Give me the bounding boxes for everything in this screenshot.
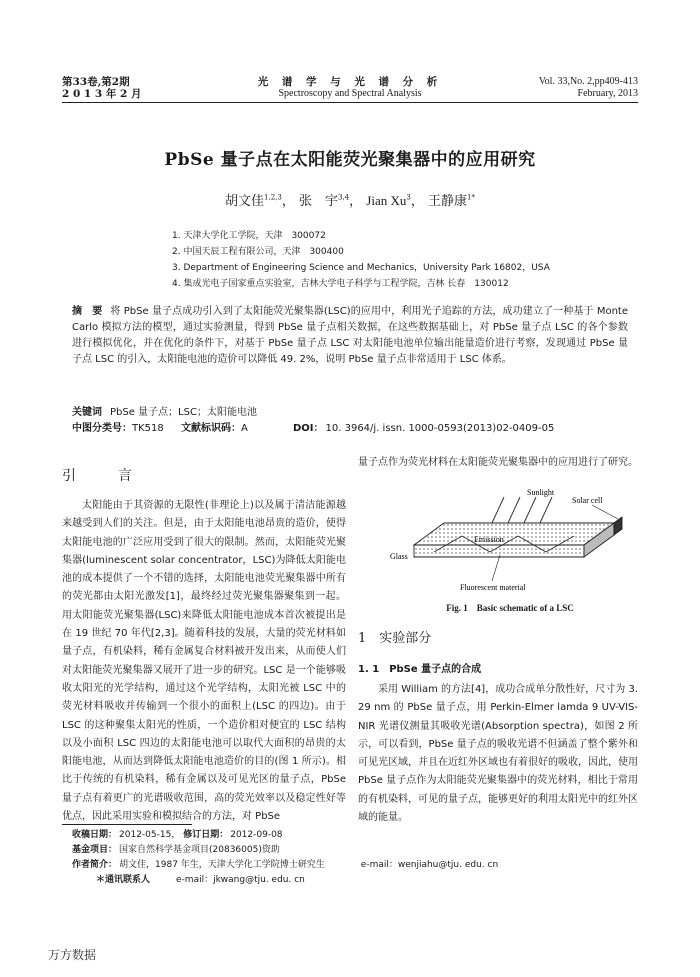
affiliation-list: [172, 228, 550, 292]
received-date: 2012-05-15，: [119, 830, 181, 840]
emission-label: Emission: [474, 535, 504, 544]
affiliation-item: 4. 集成光电子国家重点实验室，吉林大学电子科学与工程学院，吉林 长春 130012: [172, 279, 509, 289]
bio-email: e-mail：wenjiahu@tju. edu. cn: [360, 860, 499, 870]
keywords-label: 关键词: [72, 407, 102, 418]
abstract-text: 将 PbSe 量子点成功引入到了太阳能荧光聚集器(LSC)的应用中，利用光子追踪的方法，成功建立了一种基于 Monte Carlo 模拟方法的模型，通过实验测量，得到 PbSe 量子点相关数据，在这些数据基础上，对 PbSe 量子点 LSC 的各个参数进行模拟优化，并在优化的条件下，对基于 PbSe 量子点 LSC 对太阳能电池单位输出能量造价进行考察，发现通过 PbSe 量子点 LSC 的引入，太阳能电池的造价可以降低 49. 2%，说明 PbSe 量子点非常适用于 LSC 体系。: [72, 306, 629, 365]
intro-heading: 引 言: [62, 468, 146, 484]
author-line: 胡文佳$^{1,2,3}$， 张 宇$^{3,4}$， Jian Xu$^3$， 王静康$^{1*}$: [225, 193, 475, 209]
paper-title: PbSe 量子点在太阳能荧光聚集器中的应用研究: [164, 150, 536, 170]
fund-label: 基金项目：: [72, 845, 118, 855]
date-en: February, 2013: [577, 88, 638, 99]
affiliation-item: 3. Department of Engineering Science and Mechanics，University Park 16802，USA: [172, 263, 550, 273]
revised-date: 2012-09-08: [230, 830, 283, 840]
received-label: 收稿日期：: [72, 830, 118, 840]
doc-code-label: 文献标识码：: [180, 423, 241, 434]
footnotes: [72, 828, 498, 888]
footnote-rule: [62, 824, 192, 825]
section-1-heading: 1 实验部分: [358, 631, 432, 646]
figure-caption: Fig. 1 Basic schematic of a LSC: [446, 603, 574, 613]
header-rule: [62, 102, 638, 103]
doi-value: 10. 3964/j. issn. 1000-0593(2013)02-0409-05: [325, 423, 555, 434]
affiliation-item: 1. 天津大学化工学院，天津 300072: [172, 231, 326, 241]
doi-label: DOI：: [292, 423, 324, 434]
sunlight-arrows: [492, 497, 552, 523]
author-4-affil: 1*: [467, 193, 475, 202]
solar-cell-shape: [614, 517, 622, 535]
solar-cell-label: Solar cell: [572, 496, 603, 505]
author-4: 王静康: [427, 194, 467, 209]
clc-value: TK518: [132, 423, 164, 434]
corresponding-label: ＊通讯联系人: [96, 875, 151, 885]
journal-title-cn: 光 谱 学 与 光 谱 分 析: [257, 76, 443, 88]
journal-title-en: Spectroscopy and Spectral Analysis: [278, 88, 422, 99]
revised-label: 修订日期：: [183, 830, 229, 840]
fund-text: 国家自然科学基金项目(20836005)资助: [119, 845, 280, 855]
abstract: [72, 304, 628, 368]
abstract-label: 摘 要: [72, 306, 103, 317]
lsc-schematic-figure: [382, 487, 642, 599]
clc-label: 中图分类号：: [72, 423, 132, 434]
volume-en: Vol. 33,No. 2,pp409-413: [538, 76, 638, 87]
author-2: 张 宇: [298, 194, 338, 209]
intro-continuation: 量子点作为荧光材料在太阳能荧光聚集器中的应用进行了研究。: [358, 457, 638, 468]
corresponding-email: e-mail：jkwang@tju. edu. cn: [176, 875, 305, 885]
header-volume-issue: [62, 76, 141, 100]
keywords-text: PbSe 量子点；LSC；太阳能电池: [110, 407, 257, 418]
bio-label: 作者简介：: [72, 860, 118, 870]
glass-label: Glass: [390, 552, 408, 561]
author-1-affil: 1,2,3: [264, 193, 282, 202]
lsc-slab-top: [414, 523, 614, 545]
watermark: 万方数据: [48, 948, 97, 962]
fluorescent-label: Fluorescent material: [460, 583, 526, 592]
volume-cn: 第33卷,第2期: [62, 76, 130, 88]
section-1-paragraph: 采用 William 的方法[4]，成功合成单分散性好，尺寸为 3. 29 nm 的 PbSe 量子点，用 Perkin-Elmer lamda 9 UV-VIS-NIR 光谱仪测量其吸收光谱(Absorption spectra)，如图 2 所示，可以看到，PbSe 量子点的吸收光谱不但涵盖了整个紫外和可见光区域，并且在近红外区域也有着很好的吸收，因此，使用 PbSe 量子点作为太阳能荧光聚集器中的荧光材料，相比于常用的有机染料，可见的量子点，能够更好的利用太阳光中的红外区域的能量。: [358, 684, 638, 824]
author-2-affil: 3,4: [338, 193, 350, 202]
intro-paragraph: 太阳能由于其资源的无限性(非理论上)以及属于清洁能源越来越受到人们的关注。但是，由于太阳能电池昂贵的造价，使得太阳能电池的广泛应用受到了很大的限制。然而，太阳能荧光聚集器(luminescent solar concentrator，LSC)为降低太阳能电池的成本提供了一个不错的选择，太阳能电池荧光聚集器中所有的荧光都由太阳光激发[1]，最终经过荧光聚集器聚集到一起。用太阳能荧光聚集器(LSC)来降低太阳能电池成本首次被提出是在 19 世纪 70 年代[2,3]。随着科技的发展，大量的荧光材料如量子点，有机染料，稀有金属复合材料被开发出来，从而使人们对太阳能荧光聚集器又展开了进一步的研究。LSC 是一个能够吸收太阳光的光学结构，通过这个光学结构，太阳光被 LSC 中的荧光材料吸收并传输到一个很小的面积上(LSC 的四边)。由于 LSC 的这种聚集太阳光的性质，一个造价相对便宜的 LSC 结构以及小面积 LSC 四边的太阳能电池可以取代大面积的昂贵的太阳能电池，从而达到降低太阳能电池造价的目的(图 1 所示)。相比于传统的有机染料，稀有金属以及可见光区的量子点，PbSe 量子点有着更广的光谱吸收范围，高的荧光效率以及稳定性好等优点，因此采用实验和模拟结合的方法，对 PbSe: [62, 500, 346, 823]
author-3: Jian Xu: [366, 193, 407, 208]
author-1: 胡文佳: [225, 194, 265, 209]
sunlight-label: Sunlight: [527, 488, 555, 497]
affiliation-item: 2. 中国天辰工程有限公司，天津 300400: [172, 247, 344, 257]
header-journal: [200, 76, 500, 100]
subsection-1-1-heading: 1. 1 PbSe 量子点的合成: [358, 664, 482, 675]
doc-code-value: A: [240, 423, 248, 434]
date-cn: 2 0 1 3 年 2 月: [62, 88, 142, 100]
keywords-block: [72, 405, 568, 437]
header-citation: [539, 76, 638, 100]
bio-text: 胡文佳，1987 年生，天津大学化工学院博士研究生: [119, 860, 325, 870]
author-3-affil: 3: [406, 193, 411, 202]
